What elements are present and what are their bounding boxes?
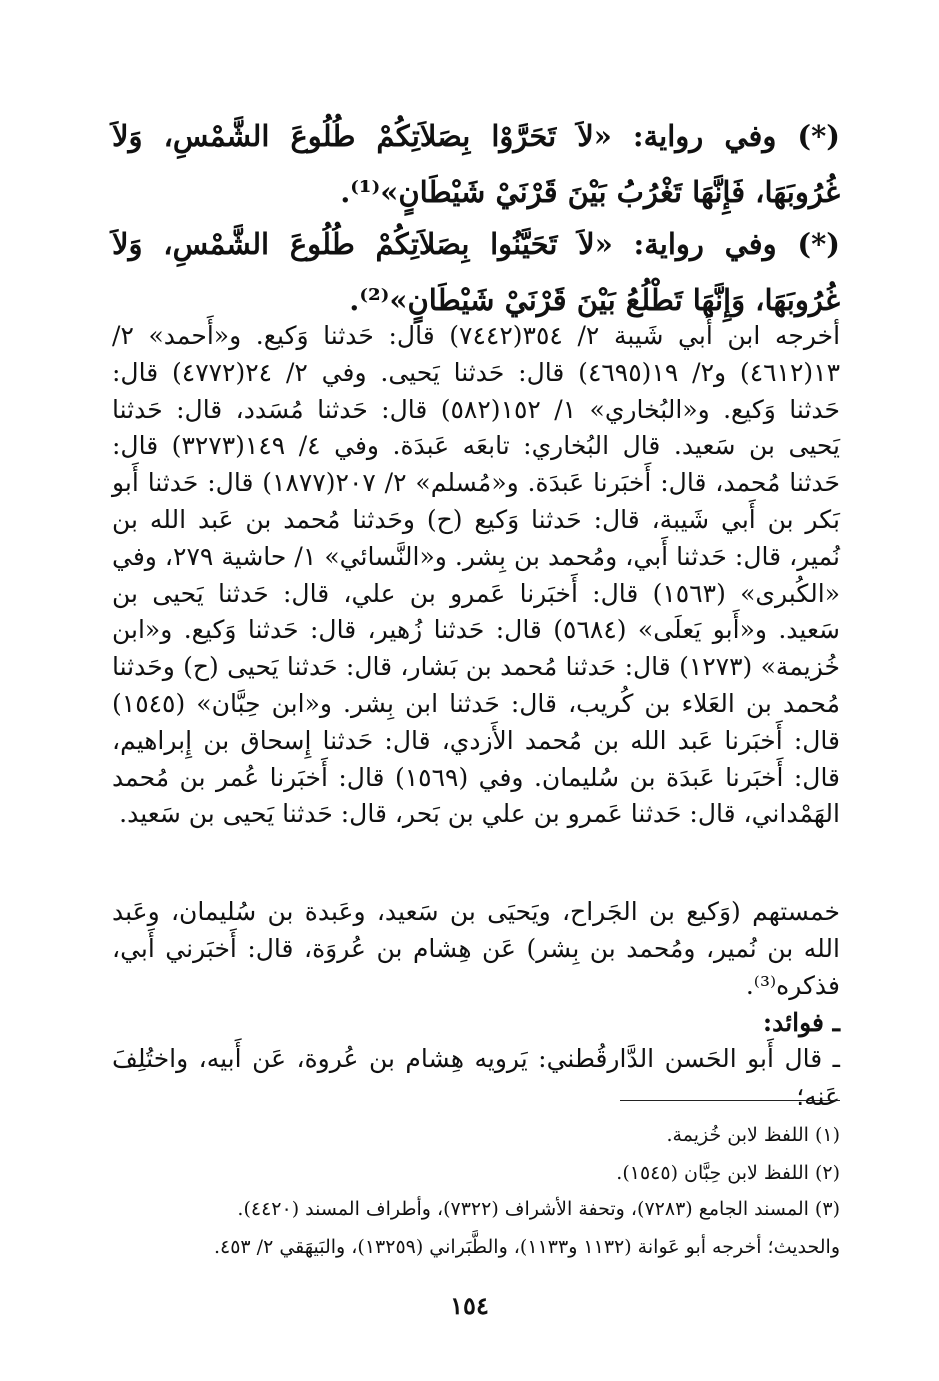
fawaid-note-1: ـ قال أَبو الحَسن الدَّارقُطني: يَرويه هِشام بن عُروة، عَن أَبيه، واختُلِفَ عَنه؛ <box>112 1044 840 1111</box>
footnote-3-continuation: والحديث؛ أخرجه أبو عَوانة (١١٣٢ و١١٣٣)، والطَّبَراني (١٣٢٥٩)، والبَيهَقي ٢/ ٤٥٣. <box>213 1236 840 1258</box>
takhrij-paragraph: أخرجه ابن أَبي شَيبة ٢/ ٣٥٤(٧٤٤٢) قال: حَدثنا وَكيع. و«أَحمد» ٢/ ١٣(٤٦١٢) و٢/ ١٩(٤٦٩٥) قال: حَدثنا يَحيى. وفي ٢/ ٢٤(٤٧٧٢) قال: حَدثنا وَكيع. و«البُخاري» ١/ ١٥٢(٥٨٢) قال: حَدثنا مُسَدد، قال: حَدثنا يَحيى بن سَعيد. قال البُخاري: تابعَه عَبدَة. وفي ٤/ ١٤٩(٣٢٧٣) قال: حَدثنا مُحمد، قال: أَخبَرنا عَبدَة. و«مُسلم» ٢/ ٢٠٧(١٨٧٧) قال: حَدثنا أَبو بَكر بن أَبي شَيبة، قال: حَدثنا وَكيع (ح) وحَدثنا مُحمد بن عَبد الله بن نُمير، قال: حَدثنا أَبي، ومُحمد بن بِشر. و«النَّسائي» ١/ حاشية ٢٧٩، وفي «الكُبرى» (١٥٦٣) قال: أَخبَرنا عَمرو بن علي، قال: حَدثنا يَحيى بن سَعيد. و«أَبو يَعلَى» (٥٦٨٤) قال: حَدثنا زُهير، قال: حَدثنا وَكيع. و«ابن خُزيمة» (١٢٧٣) قال: حَدثنا مُحمد بن بَشار، قال: حَدثنا يَحيى (ح) وحَدثنا مُحمد بن العَلاء بن كُريب، قال: حَدثنا ابن بِشر. و«ابن حِبَّان» (١٥٤٥) قال: أَخبَرنا عَبد الله بن مُحمد الأَزدي، قال: حَدثنا إِسحاق بن إِبراهيم، قال: أَخبَرنا عَبدَة بن سُليمان. وفي (١٥٦٩) قال: أَخبَرنا عُمر بن مُحمد الهَمْداني، قال: حَدثنا عَمرو بن علي بن بَحر، قال: حَدثنا يَحيى بن سَعيد. <box>112 321 841 829</box>
narrators-summary-paragraph: خمستهم (وَكيع بن الجَراح، ويَحيَى بن سَعيد، وعَبدة بن سُليمان، وعَبد الله بن نُمير، ومُحمد بن بِشر) عَن هِشام بن عُروَة، قال: أَخبَرني أَبي، فذكره⁽³⁾. <box>112 897 840 1000</box>
fawaid-heading: ـ فوائد: <box>762 1008 840 1037</box>
footnote-1: (١) اللفظ لابن خُزيمة. <box>666 1124 840 1146</box>
footnote-2: (٢) اللفظ لابن حِبَّان (١٥٤٥). <box>616 1162 840 1184</box>
hadith-variant-2: (*) وفي رواية: «لاَ تَحَيَّنُوا بِصَلاَتِكُمْ طُلُوعَ الشَّمْسِ، وَلاَ غُرُوبَهَا، وَإِنَّهَا تَطْلُعُ بَيْنَ قَرْنَيْ شَيْطَانٍ»⁽²⁾. <box>112 227 840 317</box>
hadith-variant-1: (*) وفي رواية: «لاَ تَحَرَّوْا بِصَلاَتِكُمْ طُلُوعَ الشَّمْسِ، وَلاَ غُرُوبَهَا، فَإِنَّهَا تَغْرُبُ بَيْنَ قَرْنَيْ شَيْطَانٍ»⁽¹⁾. <box>112 119 840 209</box>
page-number: ١٥٤ <box>450 1291 489 1320</box>
footnote-separator <box>620 1100 840 1101</box>
footnote-3: (٣) المسند الجامع (٧٢٨٣)، وتحفة الأشراف (٧٣٢٢)، وأطراف المسند (٤٤٢٠). <box>237 1198 840 1220</box>
